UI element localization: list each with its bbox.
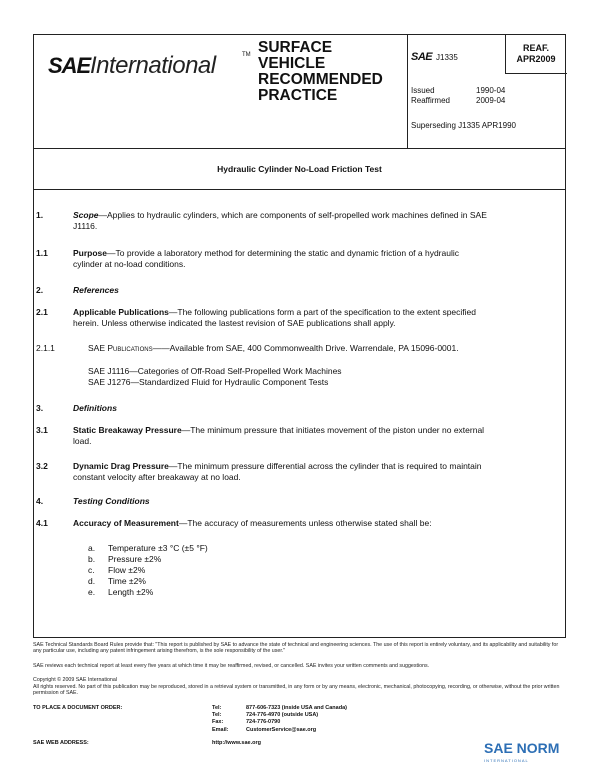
tel-inside-usa: 877-606-7323 (inside USA and Canada) xyxy=(246,705,347,711)
fax-label: Fax: xyxy=(212,719,224,725)
section-1-1-purpose-cont: cylinder at no-load conditions. xyxy=(73,259,186,269)
list-item: c. Flow ±2% xyxy=(88,565,146,575)
section-4-1-number: 4.1 xyxy=(36,518,48,528)
section-2-1-applicable: Applicable Publications—The following publications form a part of the specification to the extent specified xyxy=(73,307,477,317)
sae-logo-wordmark: International xyxy=(90,52,216,79)
section-2-1-1-sae-publications: SAE Publications——Available from SAE, 400 Commonwealth Drive. Warrendale, PA 15096-0001. xyxy=(88,343,459,353)
document-number: J1335 xyxy=(436,53,458,62)
section-4-1-accuracy: Accuracy of Measurement—The accuracy of measurements unless otherwise stated shall be: xyxy=(73,518,432,528)
web-address[interactable]: http://www.sae.org xyxy=(212,740,261,746)
list-item: a. Temperature ±3 °C (±5 °F) xyxy=(88,543,208,553)
trademark-symbol: TM xyxy=(242,52,251,58)
issued-label: Issued xyxy=(411,86,435,95)
section-1-1-number: 1.1 xyxy=(36,248,48,258)
issued-date: 1990-04 xyxy=(476,86,506,95)
reference-j1116: SAE J1116—Categories of Off-Road Self-Propelled Work Machines xyxy=(88,366,342,376)
footer-rules-text: SAE Technical Standards Board Rules provide that: "This report is published by SAE to advance the state of technical and engineering sciences. The use of this report is entirely voluntary, and its applicability and suitability for any particular use, including any patent infringement arising therefrom, is the sole responsibility of the user." xyxy=(33,642,559,655)
reaffirmed-date: 2009-04 xyxy=(476,96,506,105)
reference-j1276: SAE J1276—Standardized Fluid for Hydraulic Component Tests xyxy=(88,377,329,387)
section-3-number: 3. xyxy=(36,403,44,413)
tel-label: Tel: xyxy=(212,705,222,711)
section-1-1-purpose: Purpose—To provide a laboratory method for determining the static and dynamic friction of a hydraulic xyxy=(73,248,459,258)
header-divider xyxy=(34,148,565,149)
section-2-1-number: 2.1 xyxy=(36,307,48,317)
section-3-1-cont: load. xyxy=(73,436,92,446)
section-3-1-number: 3.1 xyxy=(36,425,48,435)
section-2-heading: References xyxy=(73,285,119,295)
section-4-heading: Testing Conditions xyxy=(73,496,150,506)
section-4-number: 4. xyxy=(36,496,44,506)
publication-type: SURFACE VEHICLE RECOMMENDED PRACTICE xyxy=(258,39,383,104)
list-item: b. Pressure ±2% xyxy=(88,554,162,564)
footer-rights-text: All rights reserved. No part of this publication may be reproduced, stored in a retrieval system or transmitted, in any form or by any means, electronic, mechanical, photocopying, recording, or otherwise, without the prior written permission of SAE. xyxy=(33,684,560,697)
reaf-box-bottom xyxy=(505,73,567,74)
section-1-scope: Scope—Applies to hydraulic cylinders, which are components of self-propelled work machines defined in SAE xyxy=(73,210,487,220)
sae-logo-mark: SAE xyxy=(48,53,91,78)
section-3-heading: Definitions xyxy=(73,403,117,413)
section-3-2-cont: constant velocity after breakaway at no load. xyxy=(73,472,241,482)
section-1-number: 1. xyxy=(36,210,44,220)
section-2-number: 2. xyxy=(36,285,44,295)
reaffirmed-label: Reaffirmed xyxy=(411,96,450,105)
web-label: SAE WEB ADDRESS: xyxy=(33,740,89,746)
section-2-1-1-number: 2.1.1 xyxy=(36,343,55,353)
reaffirmation-box: REAF. APR2009 xyxy=(516,43,556,64)
fax-number: 724-776-0790 xyxy=(246,719,281,725)
tel-label-2: Tel: xyxy=(212,712,222,718)
doc-sae-logo: SAE xyxy=(411,51,433,63)
email-label: Email: xyxy=(212,727,229,733)
superseding-note: Superseding J1335 APR1990 xyxy=(411,121,516,130)
section-3-2-dynamic-drag: Dynamic Drag Pressure—The minimum pressure differential across the cylinder that is required to maintain xyxy=(73,461,482,471)
section-3-1-static-breakaway: Static Breakaway Pressure—The minimum pressure that initiates movement of the piston under no external xyxy=(73,425,485,435)
section-1-scope-cont: J1116. xyxy=(73,221,98,231)
order-label: TO PLACE A DOCUMENT ORDER: xyxy=(33,705,123,711)
sae-norm-logo: SAE NORM xyxy=(484,740,560,756)
list-item: d. Time ±2% xyxy=(88,576,146,586)
section-3-2-number: 3.2 xyxy=(36,461,48,471)
tel-outside-usa: 724-776-4970 (outside USA) xyxy=(246,712,319,718)
title-divider xyxy=(34,189,565,190)
email-address[interactable]: CustomerService@sae.org xyxy=(246,727,317,733)
list-item: e. Length ±2% xyxy=(88,587,154,597)
sae-norm-sub: INTERNATIONAL xyxy=(484,758,529,763)
footer-review-text: SAE reviews each technical report at least every five years at which time it may be reaffirmed, revised, or cancelled. SAE invites your written comments and suggestions. xyxy=(33,663,430,669)
section-2-1-applicable-cont: herein. Unless otherwise indicated the lastest revision of SAE publications shall apply. xyxy=(73,318,396,328)
footer-copyright: Copyright © 2009 SAE International xyxy=(33,677,117,683)
document-title: Hydraulic Cylinder No-Load Friction Test xyxy=(217,164,382,174)
